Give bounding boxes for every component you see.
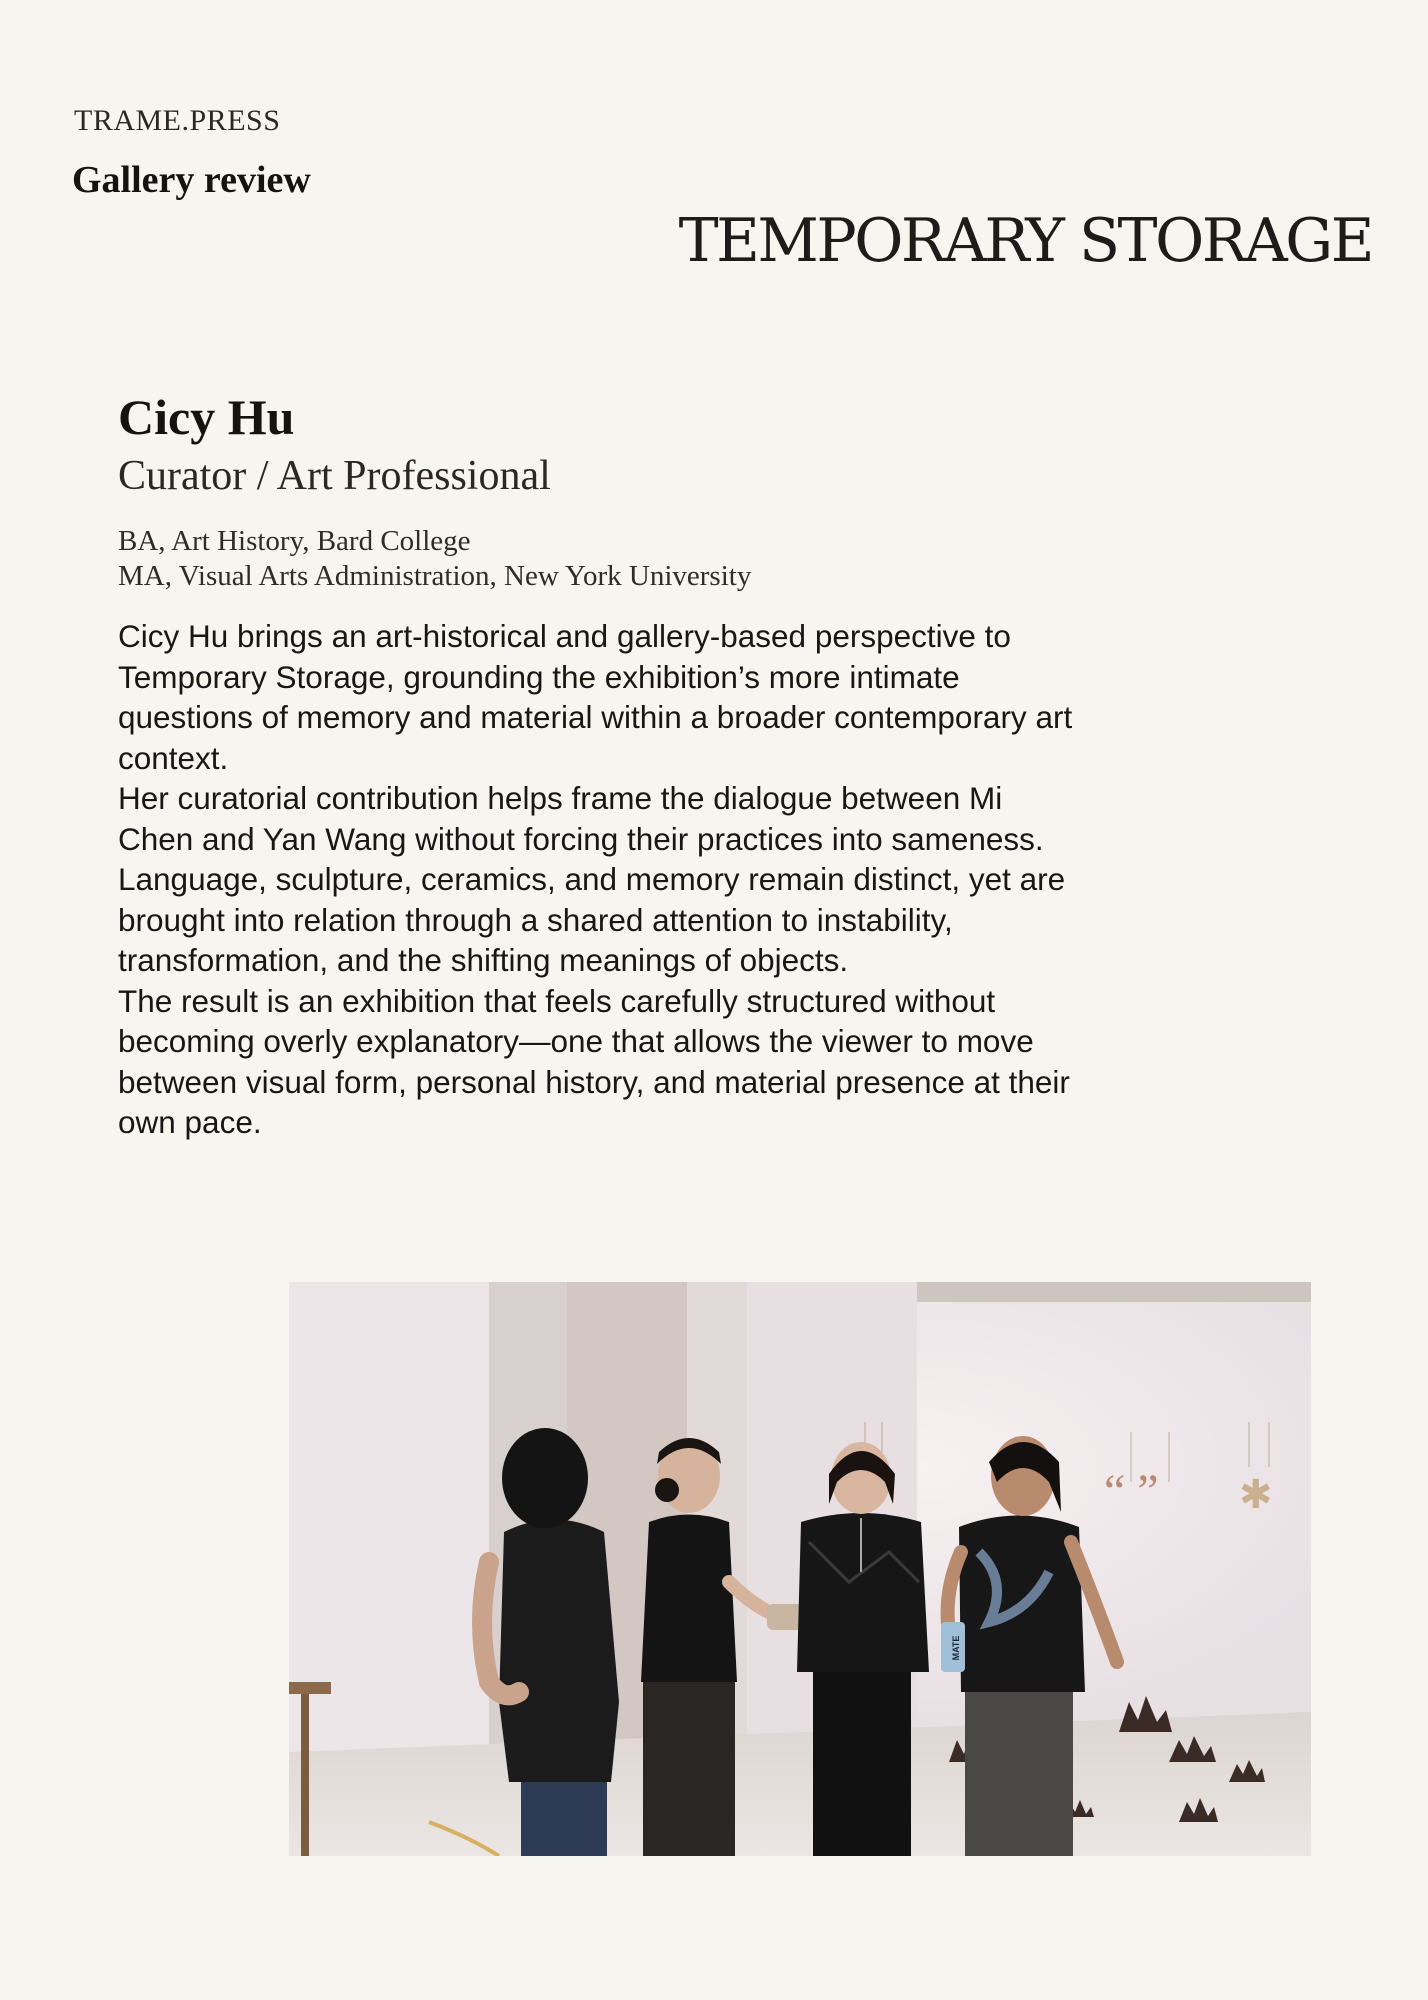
curator-profile bbox=[118, 386, 1078, 1143]
gallery-photo bbox=[289, 1282, 1311, 1856]
exhibition-title: TEMPORARY STORAGE bbox=[678, 206, 1372, 276]
gallery-photo-illustration bbox=[289, 1282, 1311, 1856]
credential-ma: MA, Visual Arts Administration, New York University bbox=[118, 560, 752, 592]
section-label: Gallery review bbox=[72, 159, 311, 201]
bio-paragraph: Her curatorial contribution helps frame the dialogue between Mi Chen and Yan Wang without forcing their practices into sameness. Language, sculpture, ceramics, and memory remain distinct, yet are brought into relation through a shared attention to instability, transformation, and the shifting meanings of objects. bbox=[118, 780, 1066, 978]
profile-name: Cicy Hu bbox=[118, 389, 295, 445]
profile-role: Curator / Art Professional bbox=[118, 453, 551, 499]
bio-paragraph: Cicy Hu brings an art-historical and gallery-based perspective to Temporary Storage, grounding the exhibition’s more intimate questions of memory and material within a broader contemporary art context. bbox=[118, 618, 1073, 776]
svg-text:✱: ✱ bbox=[1239, 1473, 1273, 1517]
credentials-list bbox=[118, 524, 1078, 594]
credential-ba: BA, Art History, Bard College bbox=[118, 525, 471, 557]
bio bbox=[118, 616, 1078, 1143]
svg-text:“ ”: “ ” bbox=[1104, 1465, 1159, 1518]
bio-paragraph: The result is an exhibition that feels carefully structured without becoming overly explanatory—one that allows the viewer to move between visual form, personal history, and material presence at their own pace. bbox=[118, 982, 1070, 1140]
publication-name: TRAME.PRESS bbox=[74, 104, 281, 137]
can-label: MATE bbox=[951, 1635, 961, 1661]
